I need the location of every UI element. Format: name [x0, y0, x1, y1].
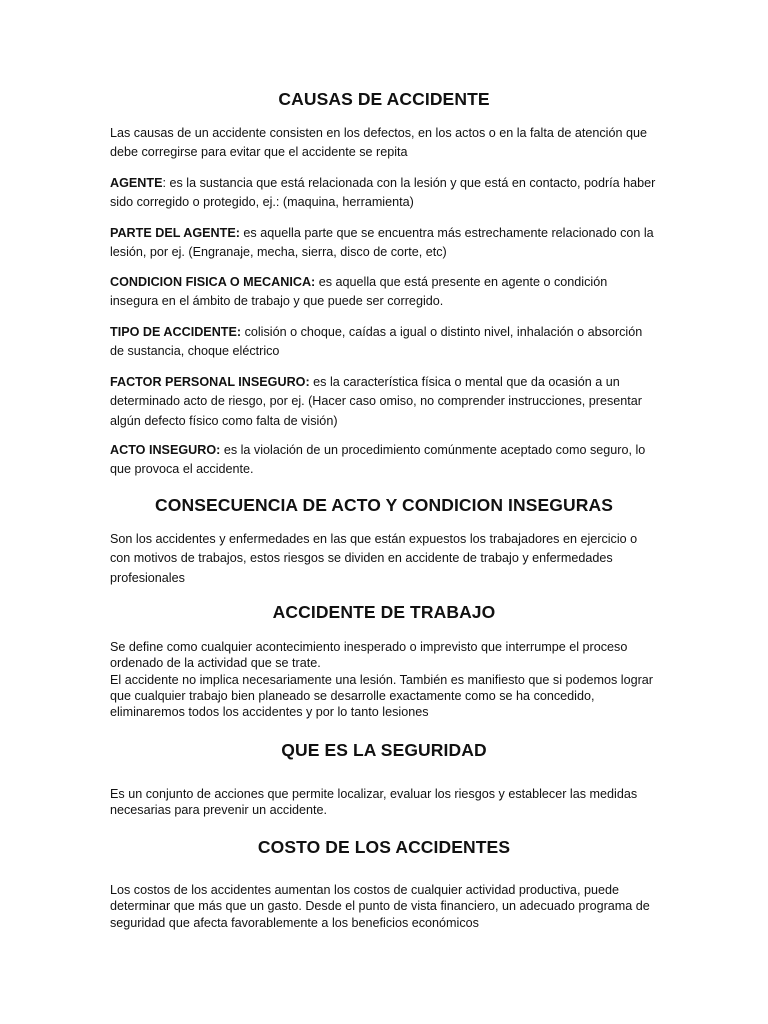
- heading-que-es-la-seguridad: QUE ES LA SEGURIDAD: [281, 740, 487, 760]
- heading-costo-de-los-accidentes: COSTO DE LOS ACCIDENTES: [257, 837, 511, 857]
- definition-parte-del-agente: [110, 224, 658, 263]
- accidente-de-trabajo-body: [110, 639, 658, 720]
- definition-text: es la violación de un procedimiento comúnmente aceptado como seguro, lo que provoca el accidente.: [110, 443, 646, 477]
- definition-agente: AGENTE: es la sustancia que está relacionada con la lesión y que está en contacto, podría haber sido corregido o protegido, ej.: (maquina, herramienta): [110, 176, 656, 210]
- definition-text: es aquella que está presente en agente o condición insegura en el ámbito de trabajo y que puede ser corregido.: [110, 275, 608, 309]
- seguridad-paragraph: Es un conjunto de acciones que permite localizar, evaluar los riesgos y establecer las medidas necesarias para prevenir un accidente.: [110, 787, 638, 818]
- definition-term: FACTOR PERSONAL INSEGURO:: [110, 375, 310, 389]
- accidente-de-trabajo-paragraph-2: El accidente no implica necesariamente una lesión. También es manifiesto que si podemos lograr que cualquier trabajo bien planeado se desarrolle exactamente como se ha concedido, eliminaremos todos los accidentes y por lo tanto lesiones: [110, 672, 654, 720]
- definition-factor-personal-inseguro: [110, 373, 658, 431]
- definition-text: es aquella parte que se encuentra más estrechamente relacionado con la lesión, por ej. (Engranaje, mecha, sierra, disco de corte, etc): [110, 226, 654, 260]
- consecuencia-paragraph: Son los accidentes y enfermedades en las que están expuestos los trabajadores en ejercicio o con motivos de trabajos, estos riesgos se dividen en accidente de trabajo y enfermedades profesionales: [110, 532, 638, 585]
- definition-term: ACTO INSEGURO:: [110, 443, 221, 457]
- causas-intro-paragraph: Las causas de un accidente consisten en los defectos, en los actos o en la falta de atención que debe corregirse para evitar que el accidente se repita: [110, 126, 647, 160]
- definition-term: AGENTE: [110, 176, 163, 190]
- accidente-de-trabajo-paragraph-1: Se define como cualquier acontecimiento inesperado o imprevisto que interrumpe el proceso ordenado de la actividad que se trate.: [110, 640, 628, 671]
- definition-acto-inseguro: [110, 441, 658, 480]
- costo-paragraph: Los costos de los accidentes aumentan los costos de cualquier actividad productiva, puede determinar que más que un gasto. Desde el punto de vista financiero, un adecuado programa de seguridad que afecta favorablemente a los beneficios económicos: [110, 883, 650, 930]
- definition-text: es la característica física o mental que da ocasión a un determinado acto de riesgo, por ej. (Hacer caso omiso, no comprender instrucciones, presentar algún defecto físico como falta de visión): [110, 375, 642, 428]
- definition-text: colisión o choque, caídas a igual o distinto nivel, inhalación o absorción de sustancia, choque eléctrico: [110, 325, 643, 359]
- definition-condicion-fisica: [110, 273, 658, 312]
- definition-term: PARTE DEL AGENTE:: [110, 226, 240, 240]
- heading-causas-de-accidente: CAUSAS DE ACCIDENTE: [278, 89, 490, 109]
- definition-tipo-de-accidente: [110, 323, 658, 362]
- definition-term: CONDICION FISICA O MECANICA:: [110, 275, 316, 289]
- heading-consecuencia: CONSECUENCIA DE ACTO Y CONDICION INSEGURAS: [155, 495, 613, 515]
- definition-text: es la sustancia que está relacionada con la lesión y que está en contacto, podría haber sido corregido o protegido, ej.: (maquina, herramienta): [110, 176, 656, 210]
- heading-accidente-de-trabajo: ACCIDENTE DE TRABAJO: [272, 602, 496, 622]
- definition-term: TIPO DE ACCIDENTE:: [110, 325, 242, 339]
